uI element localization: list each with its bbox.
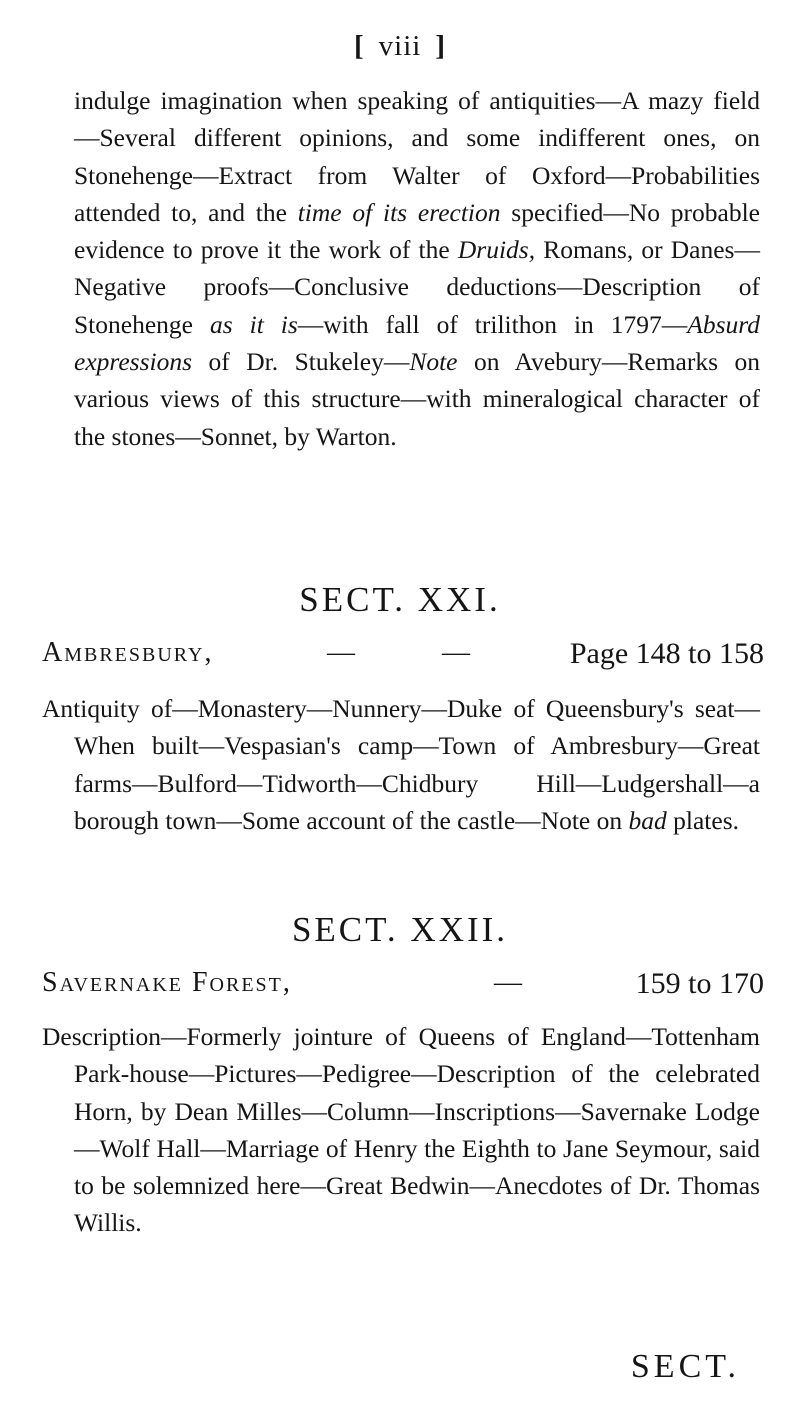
italic-text-run: bad — [628, 805, 667, 835]
text-run: plates. — [666, 805, 739, 835]
page-number — [0, 30, 800, 63]
section-entry-savernake — [42, 967, 764, 1007]
section-heading-xxi: SECT. XXI. — [299, 580, 501, 619]
text-run: of Dr. Stukeley— — [192, 347, 410, 377]
section-page-range-savernake: 159 to 170 — [635, 967, 764, 1000]
section-entry-ambresbury — [42, 637, 764, 677]
section-heading-xxii: SECT. XXII. — [291, 910, 509, 949]
text-run: Romans, or Danes—Negative proofs—Conclusive deductions—Description of Stonehenge — [74, 235, 760, 339]
text-run: Antiquity of—Monastery—Nunnery—Duke of Queensbury's seat—When built—Vespasian's camp—Town of Ambresbury—Great farms—Bulford—Tidworth—Chidbury Hill—Ludgershall—a borough town—Some account of the castle—Note on — [42, 694, 760, 835]
continued-summary-text — [42, 82, 760, 455]
leader-dash: — — [327, 637, 355, 668]
section-page-range-ambresbury: Page 148 to 158 — [569, 637, 764, 670]
italic-text-run: Note — [409, 347, 458, 377]
leader-dash: — — [442, 637, 470, 668]
text-run: —with fall of trilithon in 1797— — [297, 309, 688, 339]
italic-text-run: Druids, — [457, 235, 536, 265]
catchword: SECT. — [630, 1348, 740, 1385]
section-place-savernake: Savernake Forest, — [42, 967, 292, 998]
italic-text-run: Absurd expressions — [74, 309, 760, 377]
section-summary-savernake — [42, 1018, 760, 1242]
text-run: specified—No probable evidence to prove it the work of the — [74, 197, 760, 265]
section-summary-text — [42, 1018, 760, 1242]
text-run: Description—Formerly jointure of Queens of England—Tottenham Park-house—Pictures—Pedigree—Description of the celebrated Horn, by Dean Milles—Column—Inscriptions—Savernake Lodge—Wolf Hall—Marriage of Henry the Eighth to Jane Seymour, said to be solemnized here—Great Bedwin—Anecdotes of Dr. Thomas Willis. — [42, 1022, 760, 1238]
folio-number: viii — [378, 30, 422, 62]
section-place-ambresbury: Ambresbury, — [42, 637, 214, 668]
folio-open-bracket: [ — [353, 30, 365, 62]
leader-dash: — — [494, 967, 522, 998]
italic-text-run: time of its erection — [297, 197, 501, 227]
text-run: indulge imagination when speaking of antiquities—A mazy field—Several different opinions, and some indifferent ones, on Stonehenge—Extract from Walter of Oxford—Probabilities attended to, and the — [74, 86, 760, 227]
section-summary-ambresbury — [42, 690, 760, 839]
text-run: on Avebury—Remarks on various views of this structure—with mineralogical character of the stones—Sonnet, by Warton. — [74, 347, 760, 451]
italic-text-run: as it is — [209, 309, 298, 339]
folio-close-bracket: ] — [435, 30, 446, 62]
continued-summary — [42, 82, 760, 455]
section-summary-text — [42, 690, 760, 839]
